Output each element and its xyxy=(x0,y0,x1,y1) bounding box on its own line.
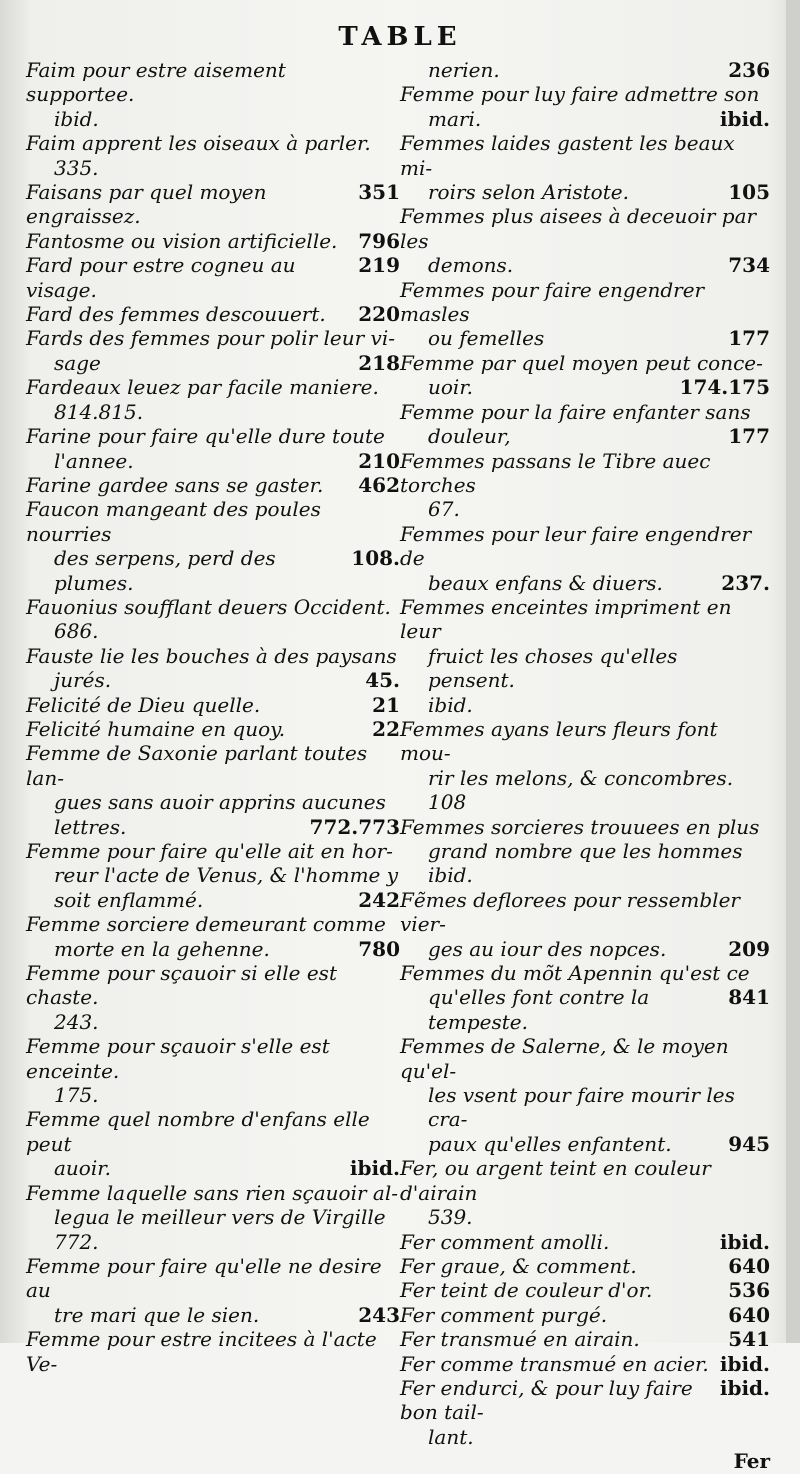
entry-text: Fer comment amolli. xyxy=(400,1229,610,1254)
entry-text: Femmes enceintes impriment en leur xyxy=(400,594,732,644)
entry-text: Femme quel nombre d'enfans elle peut xyxy=(26,1107,370,1156)
page-reference: 174.175 xyxy=(679,375,770,400)
index-entry xyxy=(400,351,770,375)
index-entry xyxy=(400,717,770,766)
entry-text: Fards des femmes pour polir leur vi- xyxy=(26,326,395,351)
entry-text: jurés. xyxy=(54,668,112,693)
entry-text: Femmes ayans leurs fleurs font mou- xyxy=(400,716,718,766)
index-entry xyxy=(26,1010,400,1034)
page-reference: 243 xyxy=(358,1302,400,1327)
index-entry xyxy=(26,1205,400,1229)
index-entry xyxy=(26,961,400,1010)
entry-text: Femmes pour leur faire engendrer de xyxy=(400,521,752,571)
page-reference: 108. xyxy=(351,546,400,571)
entry-text: des serpens, perd des plumes. xyxy=(54,546,276,595)
page-reference: 220 xyxy=(358,302,400,327)
index-entry xyxy=(400,985,770,1034)
entry-text: Femmes pour faire engendrer masles xyxy=(400,277,705,327)
index-entry xyxy=(400,1156,770,1205)
entry-text: Femme pour faire qu'elle ait en hor- xyxy=(26,839,393,863)
index-entry xyxy=(400,766,770,790)
entry-text: beaux enfans & diuers. xyxy=(428,570,663,595)
entry-text: Femme laquelle sans rien sçauoir al- xyxy=(26,1180,398,1205)
page-reference: 177 xyxy=(728,424,770,449)
index-entry xyxy=(400,82,770,106)
entry-text: rir les melons, & concombres. xyxy=(428,765,734,790)
entry-text: 108 xyxy=(428,790,467,815)
entry-text: legua le meilleur vers de Virgille xyxy=(54,1205,386,1230)
index-entry xyxy=(26,595,400,619)
index-entry xyxy=(400,1083,770,1132)
entry-text: Felicité humaine en quoy. xyxy=(26,716,286,741)
entry-text: Femme pour sçauoir si elle est chaste. xyxy=(26,961,337,1010)
index-entry xyxy=(400,278,770,327)
entry-text: Femme pour sçauoir s'elle est enceinte. xyxy=(26,1034,330,1083)
index-entry xyxy=(400,1327,770,1351)
entry-text: Femmes passans le Tibre auec torches xyxy=(400,448,711,497)
entry-text: demons. xyxy=(428,253,514,278)
page-reference: 640 xyxy=(728,1253,770,1278)
entry-text: Farine gardee sans se gaster. xyxy=(26,472,324,497)
entry-text: 243. xyxy=(54,1009,99,1034)
page-reference: 45. xyxy=(365,668,400,693)
entry-text: soit enflammé. xyxy=(54,887,204,912)
entry-text: Femmes plus aisees à deceuoir par les xyxy=(400,204,757,253)
index-entry xyxy=(400,1230,770,1254)
index-entry xyxy=(26,1303,400,1327)
index-entry xyxy=(400,424,770,448)
entry-text: Femmes du mõt Apennin qu'est ce xyxy=(400,961,750,986)
index-entry xyxy=(26,1327,400,1376)
entry-text: Faisans par quel moyen engraissez. xyxy=(26,180,267,229)
index-entry xyxy=(26,1107,400,1156)
index-entry xyxy=(400,1376,770,1425)
page-reference: 105 xyxy=(728,180,770,205)
index-entry xyxy=(400,1303,770,1327)
index-entry xyxy=(400,790,770,814)
page-reference: 236 xyxy=(728,58,770,82)
index-entry xyxy=(26,1034,400,1083)
page-reference: 536 xyxy=(728,1278,770,1303)
entry-text: qu'elles font contre la tempeste. xyxy=(428,985,650,1034)
index-entry xyxy=(400,863,770,887)
index-entry xyxy=(26,473,400,497)
index-entry xyxy=(400,815,770,839)
page-reference: 21 xyxy=(372,692,400,717)
page-reference: 640 xyxy=(728,1302,770,1327)
entry-text: ibid. xyxy=(428,692,473,717)
page-reference: 210 xyxy=(358,448,400,473)
page-reference: ibid. xyxy=(349,1156,400,1181)
index-entry xyxy=(26,58,400,107)
index-entry xyxy=(26,1230,400,1254)
entry-text: Fard pour estre cogneu au visage. xyxy=(26,253,296,302)
entry-text: Fantosme ou vision artificielle. xyxy=(26,228,338,253)
index-entry xyxy=(26,253,400,302)
index-entry xyxy=(400,961,770,985)
entry-text: ibid. xyxy=(54,106,99,131)
index-entry xyxy=(26,815,400,839)
entry-text: reur l'acte de Venus, & l'homme y xyxy=(54,863,399,888)
index-entry xyxy=(400,937,770,961)
index-entry xyxy=(26,156,400,180)
page-reference: 462 xyxy=(358,472,400,497)
entry-text: ibid. xyxy=(428,863,473,888)
entry-text: fruict les choses qu'elles pensent. xyxy=(428,643,678,693)
index-entry xyxy=(400,1205,770,1229)
index-entry xyxy=(26,912,400,936)
index-column-left xyxy=(26,58,400,1376)
entry-text: ges au iour des nopces. xyxy=(428,936,667,961)
entry-text: douleur, xyxy=(428,424,511,449)
entry-text: 67. xyxy=(428,497,460,522)
page-reference: ibid. xyxy=(719,106,770,131)
entry-text: Faim pour estre aisement supportee. xyxy=(26,58,286,107)
page-reference: 780 xyxy=(358,936,400,961)
page-reference: 772.773 xyxy=(309,814,400,839)
entry-text: nerien. xyxy=(428,58,500,82)
entry-text: 335. xyxy=(54,155,99,180)
index-entry xyxy=(400,595,770,644)
entry-text: lettres. xyxy=(54,814,127,839)
index-entry xyxy=(400,204,770,253)
entry-text: Fard des femmes descouuert. xyxy=(26,302,326,327)
entry-text: morte en la gehenne. xyxy=(54,936,270,961)
entry-text: 686. xyxy=(54,619,99,644)
index-entry xyxy=(400,58,770,82)
entry-text: lant. xyxy=(428,1424,474,1449)
index-entry xyxy=(400,400,770,424)
page-reference: 945 xyxy=(728,1131,770,1156)
entry-text: mari. xyxy=(428,106,482,131)
entry-text: 772. xyxy=(54,1229,99,1254)
index-entry xyxy=(400,131,770,180)
page-reference: 541 xyxy=(728,1327,770,1352)
index-entry xyxy=(400,326,770,350)
page-reference: 734 xyxy=(728,253,770,278)
page-reference: 841 xyxy=(728,985,770,1010)
index-entry xyxy=(400,1449,770,1473)
entry-text: Femme pour luy faire admettre son xyxy=(400,82,760,107)
index-entry xyxy=(400,693,770,717)
page-reference: 22 xyxy=(372,716,400,741)
index-entry xyxy=(26,424,400,448)
index-entry xyxy=(400,449,770,498)
index-entry xyxy=(400,1425,770,1449)
entry-text: les vsent pour faire mourir les cra- xyxy=(428,1083,735,1132)
entry-text: Femme pour faire qu'elle ne desire au xyxy=(26,1253,382,1303)
index-entry xyxy=(400,571,770,595)
index-entry xyxy=(26,351,400,375)
entry-text: Femmes laides gastent les beaux mi- xyxy=(400,131,735,180)
index-entry xyxy=(400,107,770,131)
entry-text: Fardeaux leuez par facile maniere. xyxy=(26,375,379,400)
page-reference: 351 xyxy=(358,180,400,205)
index-entry xyxy=(26,497,400,546)
entry-text: Femme pour estre incitees à l'acte Ve- xyxy=(26,1327,377,1376)
entry-text: 814.815. xyxy=(54,399,144,424)
page-reference: 209 xyxy=(728,936,770,961)
entry-text: Femme sorciere demeurant comme xyxy=(26,912,386,937)
index-entry xyxy=(26,449,400,473)
entry-text: grand nombre que les hommes xyxy=(428,839,743,863)
entry-text: roirs selon Aristote. xyxy=(428,180,629,205)
index-entry xyxy=(26,326,400,350)
index-entry xyxy=(26,302,400,326)
index-entry xyxy=(26,1181,400,1205)
page-reference: ibid. xyxy=(719,1375,770,1400)
index-entry xyxy=(400,1278,770,1302)
entry-text: Femme par quel moyen peut conce- xyxy=(400,350,763,375)
entry-text: l'annee. xyxy=(54,448,134,473)
index-entry xyxy=(26,619,400,643)
index-entry xyxy=(26,717,400,741)
entry-text: Fẽmes deflorees pour ressembler vier- xyxy=(400,887,740,937)
index-column-right xyxy=(400,58,770,1474)
index-entry xyxy=(26,131,400,155)
entry-text: Felicité de Dieu quelle. xyxy=(26,692,261,717)
entry-text: Femmes sorcieres trouuees en plus xyxy=(400,814,760,839)
index-entry xyxy=(400,1132,770,1156)
entry-text: Fauste lie les bouches à des paysans xyxy=(26,643,397,668)
entry-text: Fer, ou argent teint en couleur d'airain xyxy=(400,1156,711,1205)
entry-text: Fer comme transmué en acier. xyxy=(400,1351,709,1376)
index-entry xyxy=(26,741,400,790)
index-entry xyxy=(400,1034,770,1083)
entry-text: Femme pour la faire enfanter sans xyxy=(400,399,751,424)
index-entry xyxy=(400,1352,770,1376)
index-entry xyxy=(26,888,400,912)
index-entry xyxy=(26,546,400,595)
entry-text: Fer teint de couleur d'or. xyxy=(400,1278,653,1303)
index-entry xyxy=(26,839,400,863)
page-header: TABLE xyxy=(338,22,462,52)
entry-text: sage xyxy=(54,350,101,375)
entry-text: gues sans auoir apprins aucunes xyxy=(54,790,386,815)
index-entry xyxy=(400,375,770,399)
entry-text: paux qu'elles enfantent. xyxy=(428,1131,672,1156)
entry-text: 539. xyxy=(428,1205,473,1230)
index-entry xyxy=(26,790,400,814)
entry-text: Fer comment purgé. xyxy=(400,1302,608,1327)
index-entry xyxy=(26,375,400,399)
page-reference: 177 xyxy=(728,326,770,351)
entry-text: auoir. xyxy=(54,1156,111,1181)
entry-text: 175. xyxy=(54,1083,99,1108)
index-entry xyxy=(400,644,770,693)
entry-text: Fauonius soufflant deuers Occident. xyxy=(26,594,391,619)
page-reference: 796 xyxy=(358,228,400,253)
index-entry xyxy=(400,839,770,863)
entry-text: tre mari que le sien. xyxy=(54,1302,260,1327)
entry-text: Faucon mangeant des poules nourries xyxy=(26,497,321,546)
index-entry xyxy=(26,937,400,961)
page-reference: 218 xyxy=(358,350,400,375)
index-entry xyxy=(26,400,400,424)
entry-text: Fer graue, & comment. xyxy=(400,1253,637,1278)
index-entry xyxy=(400,888,770,937)
page-reference: ibid. xyxy=(719,1229,770,1254)
index-entry xyxy=(26,644,400,668)
entry-text: Femmes de Salerne, & le moyen qu'el- xyxy=(400,1034,729,1083)
index-entry xyxy=(26,693,400,717)
index-entry xyxy=(26,1156,400,1180)
page-reference: Fer xyxy=(733,1449,770,1474)
index-entry xyxy=(26,863,400,887)
entry-text: Fer endurci, & pour luy faire bon tail- xyxy=(400,1375,693,1425)
entry-text: Farine pour faire qu'elle dure toute xyxy=(26,424,385,449)
index-entry xyxy=(26,1254,400,1303)
page-reference: ibid. xyxy=(719,1351,770,1376)
page-reference: 242 xyxy=(358,887,400,912)
index-entry xyxy=(400,180,770,204)
entry-text: uoir. xyxy=(428,375,474,400)
index-entry xyxy=(26,107,400,131)
index-entry xyxy=(26,229,400,253)
page-reference: 219 xyxy=(358,253,400,278)
index-entry xyxy=(400,522,770,571)
index-entry xyxy=(26,1083,400,1107)
entry-text: ou femelles xyxy=(428,326,545,351)
index-entry xyxy=(26,668,400,692)
page-reference: 237. xyxy=(721,570,770,595)
entry-text: Femme de Saxonie parlant toutes lan- xyxy=(26,741,368,790)
index-entry xyxy=(400,497,770,521)
page-edge xyxy=(786,0,800,1343)
index-entry xyxy=(400,1254,770,1278)
index-entry xyxy=(26,180,400,229)
entry-text: Fer transmué en airain. xyxy=(400,1327,640,1352)
index-entry xyxy=(400,253,770,277)
entry-text: Faim apprent les oiseaux à parler. xyxy=(26,131,371,156)
